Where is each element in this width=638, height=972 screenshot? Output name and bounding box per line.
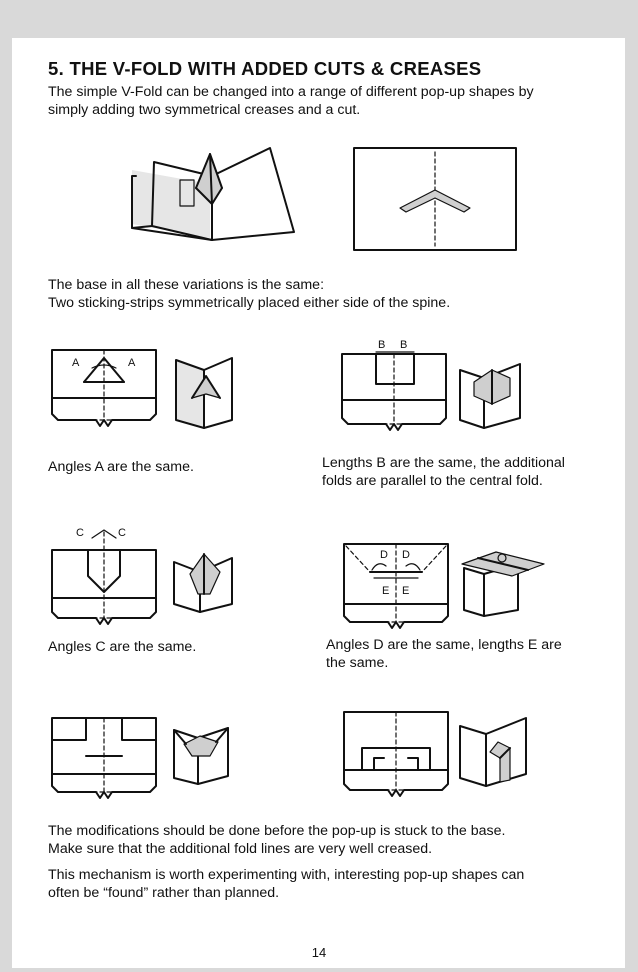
variation-b-popup-illustration [456, 352, 528, 432]
base-line-1: The base in all these variations is the same: [48, 277, 325, 293]
label-c-right: C [118, 527, 126, 539]
variation-step-flat-diagram [340, 708, 452, 800]
label-b-right: B [400, 339, 408, 351]
vfold-popup-illustration [122, 140, 302, 245]
caption-c: Angles C are the same. [48, 639, 197, 655]
caption-b-line-1: Lengths B are the same, the additional [322, 455, 565, 471]
base-line-2: Two sticking-strips symmetrically placed either side of the spine. [48, 295, 451, 311]
note-line-2: Make sure that the additional fold lines are very well creased. [48, 841, 433, 857]
note-line-4: often be “found” rather than planned. [48, 885, 280, 901]
caption-d-line-1: Angles D are the same, lengths E are [326, 637, 562, 653]
flat-vfold-diagram [352, 146, 520, 252]
variation-a-popup-illustration [170, 348, 240, 432]
label-c-left: C [76, 527, 84, 539]
label-e-right: E [402, 585, 410, 597]
label-d-right: D [402, 549, 410, 561]
variation-c-popup-illustration [170, 548, 240, 616]
label-a-right: A [128, 357, 136, 369]
page-number: 14 [311, 945, 327, 960]
variation-step-popup-illustration [456, 712, 534, 790]
note-line-3: This mechanism is worth experimenting with, interesting pop-up shapes can [48, 867, 525, 883]
section-title: 5. THE V-FOLD WITH ADDED CUTS & CREASES [48, 58, 482, 79]
variation-d-flat-diagram [340, 540, 452, 636]
label-a-left: A [72, 357, 80, 369]
note-line-1: The modifications should be done before the pop-up is stuck to the base. [48, 823, 506, 839]
intro-line-1: The simple V-Fold can be changed into a range of different pop-up shapes by [48, 84, 534, 100]
variation-t-popup-illustration [170, 722, 232, 790]
caption-b-line-2: folds are parallel to the central fold. [322, 473, 543, 489]
variation-a-flat-diagram [48, 346, 160, 434]
caption-a: Angles A are the same. [48, 459, 194, 475]
label-e-left: E [382, 585, 390, 597]
label-d-left: D [380, 549, 388, 561]
intro-line-2: simply adding two symmetrical creases and a cut. [48, 102, 361, 118]
caption-d-line-2: the same. [326, 655, 389, 671]
variation-d-popup-illustration [458, 548, 548, 620]
variation-b-flat-diagram [338, 336, 450, 436]
variation-t-flat-diagram [48, 714, 160, 804]
label-b-left: B [378, 339, 386, 351]
variation-c-flat-diagram [48, 520, 160, 630]
